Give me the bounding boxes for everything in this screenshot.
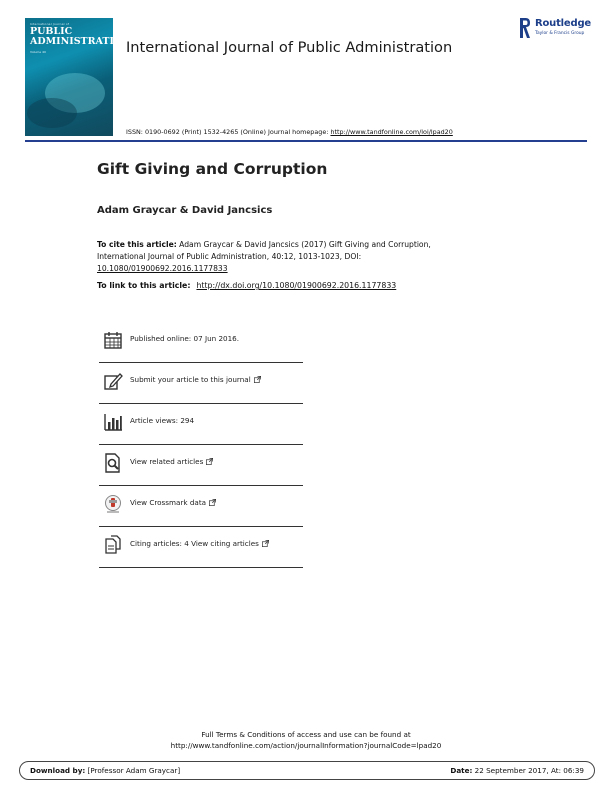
journal-homepage-link[interactable]: http://www.tandfonline.com/loi/lpad20 [330,128,453,136]
cover-subtitle: Volume 40 [30,50,46,54]
crossmark-label: View Crossmark data [130,498,207,507]
crossmark-link[interactable] [130,498,216,507]
terms-link[interactable]: http://www.tandfonline.com/action/journalInformation?journalCode=lpad20 [170,741,442,750]
cite-text: Adam Graycar & David Jancsics (2017) Gift Giving and Corruption, International Journal of Public Administration, 40:12, 1013-1023, DOI: [97,240,431,261]
download-date-label: Date: [450,766,473,775]
article-title: Gift Giving and Corruption [97,160,328,178]
article-views: Article views: 294 [130,416,195,425]
related-articles-label: View related articles [130,457,204,466]
calendar-icon [103,330,123,350]
external-link-icon [206,458,213,465]
article-authors: Adam Graycar & David Jancsics [97,205,273,216]
downloaded-by [30,766,180,775]
cover-decoration [27,98,77,128]
info-item-published [99,322,303,363]
issn-line [126,128,453,136]
crossmark-icon [103,494,123,514]
info-item-related[interactable] [99,445,303,486]
link-label: To link to this article: [97,281,191,290]
journal-cover-image [25,18,131,136]
article-link[interactable]: http://dx.doi.org/10.1080/01900692.2016.1177833 [196,281,397,290]
submit-article-label: Submit your article to this journal [130,375,251,384]
search-doc-icon [103,453,123,473]
published-date: Published online: 07 Jun 2016. [130,334,240,343]
cover-small-text: International Journal of [30,22,70,26]
cite-label: To cite this article: [97,240,177,249]
brand-subtitle: Taylor & Francis Group [535,31,585,36]
publisher-logo [518,17,598,41]
brand-name: Routledge [535,18,591,29]
download-date [450,766,584,775]
downloaded-by-label: Download by: [30,766,86,775]
citing-articles-icon [103,535,123,555]
cite-doi-link[interactable]: 10.1080/01900692.2016.1177833 [97,264,228,273]
info-item-submit[interactable] [99,363,303,404]
citation-block [97,239,457,275]
downloaded-by-value: [Professor Adam Graycar] [85,766,181,775]
article-info-list [99,322,303,568]
citing-articles-link[interactable] [130,539,269,548]
article-link-row [97,281,396,290]
related-articles-link[interactable] [130,457,213,466]
terms-line: Full Terms & Conditions of access and use can be found at [201,730,411,739]
citing-articles-label: Citing articles: 4 View citing articles [130,539,259,548]
routledge-logo-icon [518,17,532,39]
info-item-views [99,404,303,445]
header-divider [25,140,587,142]
terms-notice [0,729,612,751]
info-item-crossmark[interactable] [99,486,303,527]
external-link-icon [254,376,261,383]
external-link-icon [262,540,269,547]
edit-icon [103,371,123,391]
info-item-citing[interactable] [99,527,303,568]
download-date-value: 22 September 2017, At: 06:39 [472,766,584,775]
bar-chart-icon [103,412,123,432]
download-info-bar [19,761,595,780]
external-link-icon [209,499,216,506]
submit-article-link[interactable] [130,375,261,384]
issn-text: ISSN: 0190-0692 (Print) 1532-4265 (Online) Journal homepage: [126,128,331,136]
cover-title: PUBLIC ADMINISTRATION [30,26,131,47]
journal-title: International Journal of Public Administration [126,39,453,56]
